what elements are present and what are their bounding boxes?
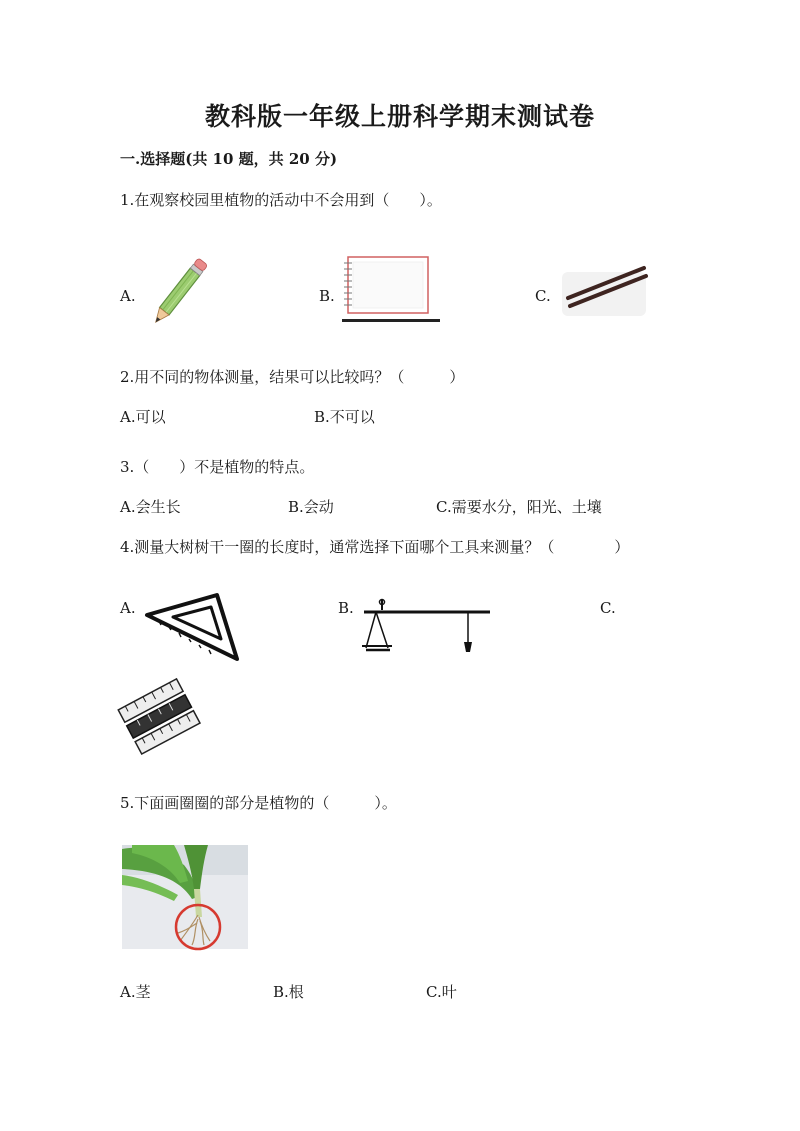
pencil-icon xyxy=(148,250,220,322)
q3-option-b: B.会动 xyxy=(288,498,334,516)
section-heading: 一.选择题(共 10 题，共 20 分) xyxy=(120,150,338,168)
notebook-icon xyxy=(340,255,442,323)
q3-option-c: C.需要水分，阳光、土壤 xyxy=(436,498,602,516)
question-2-text: 2.用不同的物体测量，结果可以比较吗？（ ） xyxy=(120,368,465,386)
q5-option-c: C.叶 xyxy=(426,983,457,1001)
q3-option-a: A.会生长 xyxy=(120,498,181,516)
chopsticks-icon xyxy=(562,262,648,318)
q2-option-b: B.不可以 xyxy=(314,408,375,426)
q1-option-c-label: C. xyxy=(535,287,551,305)
q4-option-c-label: C. xyxy=(600,599,616,617)
plant-root-photo xyxy=(122,845,248,949)
q2-option-a: A.可以 xyxy=(120,408,166,426)
question-4-text: 4.测量大树树干一圈的长度时，通常选择下面哪个工具来测量？（ ） xyxy=(120,538,630,556)
q1-option-b-label: B. xyxy=(319,287,335,305)
q5-option-b: B.根 xyxy=(273,983,304,1001)
triangle-ruler-icon xyxy=(145,593,241,663)
tape-measure-icon xyxy=(120,677,200,755)
question-1-text: 1.在观察校园里植物的活动中不会用到（ ）。 xyxy=(120,191,442,209)
q4-option-b-label: B. xyxy=(338,599,354,617)
q4-option-a-label: A. xyxy=(120,599,136,617)
q5-option-a: A.茎 xyxy=(120,983,151,1001)
steelyard-scale-icon xyxy=(360,598,492,660)
q1-option-a-label: A. xyxy=(120,287,136,305)
question-5-text: 5.下面画圈圈的部分是植物的（ ）。 xyxy=(120,794,397,812)
page-title: 教科版一年级上册科学期末测试卷 xyxy=(204,102,595,131)
question-3-text: 3.（ ）不是植物的特点。 xyxy=(120,458,315,476)
